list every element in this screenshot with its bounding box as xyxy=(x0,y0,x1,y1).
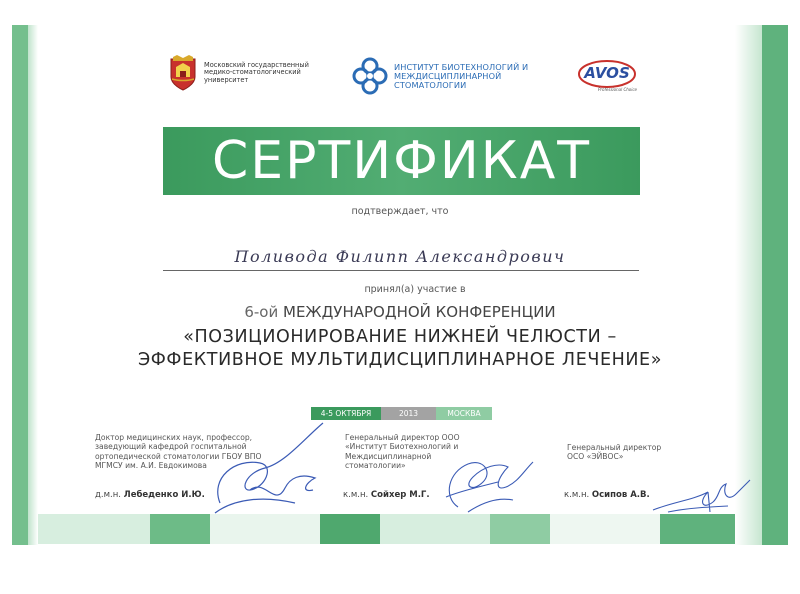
recipient-name: Поливода Филипп Александрович xyxy=(234,247,566,266)
avos-logo xyxy=(577,59,637,93)
name-underline xyxy=(163,270,639,271)
msu-name: Московский государственный медико-стоматологический университет xyxy=(204,60,309,84)
signatory-3-degree: к.м.н. xyxy=(564,490,590,500)
conference-heading xyxy=(0,303,800,321)
signatory-3-name xyxy=(564,490,650,500)
avos-tagline: Professional Choice xyxy=(597,87,637,92)
signature-2-icon xyxy=(438,442,548,517)
msu-logo xyxy=(168,55,314,91)
left-stripe-dark xyxy=(12,25,28,545)
university-crest-icon xyxy=(168,55,198,91)
institute-name: ИНСТИТУТ БИОТЕХНОЛОГИЙ И МЕЖДИСЦИПЛИНАРНОЙ СТОМАТОЛОГИИ xyxy=(394,61,529,90)
bottom-bar-segment xyxy=(210,514,320,544)
signatory-1-name xyxy=(95,490,205,500)
bottom-bar-segment xyxy=(320,514,380,544)
bottom-bar-segment xyxy=(38,514,150,544)
bottom-bar-segment xyxy=(150,514,210,544)
conference-topic-line2: ЭФФЕКТИВНОЕ МУЛЬТИДИСЦИПЛИНАРНОЕ ЛЕЧЕНИЕ» xyxy=(137,350,663,370)
signatory-1-title: Доктор медицинских наук, профессор, заведующий кафедрой госпитальной ортопедической стоматологии ГБОУ ВПО МГМСУ им. А.И. Евдокимова xyxy=(95,433,262,471)
institute-emblem-icon xyxy=(352,57,388,95)
signatory-3-fullname: Осипов А.В. xyxy=(591,490,650,500)
title-band xyxy=(163,127,640,195)
date-bar-year: 2013 xyxy=(381,407,436,420)
signatory-1-degree: д.м.н. xyxy=(95,490,121,500)
avos-wordmark: AVOS xyxy=(584,64,630,82)
conference-topic-line1: «ПОЗИЦИОНИРОВАНИЕ НИЖНЕЙ ЧЕЛЮСТИ – xyxy=(183,327,617,347)
conference-name: МЕЖДУНАРОДНОЙ КОНФЕРЕНЦИИ xyxy=(283,303,556,321)
signatory-2-degree: к.м.н. xyxy=(343,490,369,500)
bottom-bar-segment xyxy=(490,514,550,544)
confirms-text: подтверждает, что xyxy=(351,206,449,217)
date-bar-dates: 4-5 ОКТЯБРЯ xyxy=(311,407,381,420)
bottom-bar-segment xyxy=(380,514,490,544)
certificate-title: СЕРТИФИКАТ xyxy=(211,131,592,191)
signatory-2-title: Генеральный директор ООО «Институт Биотехнологий и Междисциплинарной стоматологии» xyxy=(345,433,460,471)
signatory-3-title: Генеральный директор ОСО «ЭЙВОС» xyxy=(567,443,662,462)
signatory-1-fullname: Лебеденко И.Ю. xyxy=(123,490,205,500)
conference-number: 6-ой xyxy=(244,303,279,321)
signatory-2-fullname: Сойхер М.Г. xyxy=(370,490,430,500)
date-bar-city: МОСКВА xyxy=(436,407,492,420)
bottom-bar-segment xyxy=(550,514,660,544)
participated-text: принял(а) участие в xyxy=(364,284,466,295)
institute-logo xyxy=(352,57,534,95)
signature-3-icon xyxy=(648,472,753,517)
signature-1-icon xyxy=(205,418,335,518)
bottom-bar-segment xyxy=(660,514,735,544)
signatory-2-name xyxy=(343,490,430,500)
